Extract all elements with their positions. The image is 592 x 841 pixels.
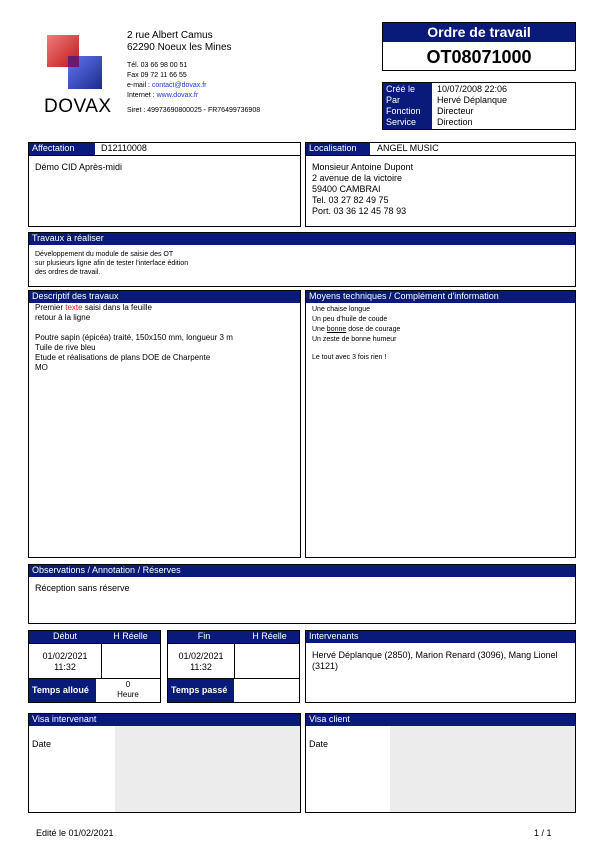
descriptif-label: Descriptif des travaux [29, 291, 300, 303]
moyens-line-3-start: Une [312, 326, 327, 333]
debut-box [28, 630, 161, 703]
localisation-line-5: Port. 03 36 12 45 78 93 [312, 206, 407, 216]
company-internet-link[interactable]: www.dovax.fr [156, 92, 199, 99]
travaux-label: Travaux à réaliser [29, 233, 575, 245]
visa-intervenant-label: Visa intervenant [29, 714, 300, 726]
footer-page-number: 1 / 1 [534, 828, 552, 838]
company-fax: Fax 09 72 11 66 55 [127, 72, 187, 79]
descriptif-line-5: Etude et réalisations de plans DOE de Charpente [35, 353, 211, 362]
company-address-line1: 2 rue Albert Camus [127, 30, 213, 41]
order-number: OT08071000 [426, 47, 532, 67]
observations-box [28, 564, 576, 624]
observations-label: Observations / Annotation / Réserves [29, 565, 575, 577]
localisation-name: ANGEL MUSIC [377, 143, 439, 153]
descriptif-line-3: Poutre sapin (épicéa) traité, 150x150 mm, longueur 3 m [35, 333, 233, 342]
temps-alloue-value: 0 [125, 680, 131, 689]
descriptif-line-1-start: Premier [35, 303, 66, 312]
company-email-link[interactable]: contact@dovax.fr [151, 82, 207, 89]
temps-passe-label: Temps passé [168, 679, 234, 702]
moyens-box [305, 290, 576, 558]
debut-header-divider [29, 643, 160, 644]
localisation-divider [306, 155, 575, 156]
moyens-line-2: Un peu d'huile de coude [312, 316, 388, 323]
visa-client-box [305, 713, 576, 813]
descriptif-box [28, 290, 301, 558]
fin-column-divider [234, 643, 235, 678]
temps-alloue-label: Temps alloué [29, 679, 96, 702]
moyens-line-4: Un zeste de bonne humeur [312, 336, 397, 343]
company-siret: Siret : 49973690800025 - FR76499736908 [127, 107, 261, 114]
meta-function-label: Fonction [386, 106, 421, 116]
footer-edited-date: Edité le 01/02/2021 [36, 828, 114, 838]
visa-intervenant-date-label: Date [32, 739, 52, 749]
debut-h-reelle-label: H Réelle [101, 631, 160, 643]
visa-intervenant-signature-area[interactable] [115, 726, 300, 812]
dovax-logo-icon [44, 33, 106, 91]
moyens-label: Moyens techniques / Complément d'information [306, 291, 575, 303]
moyens-line-3-end: dose de courage [346, 326, 401, 333]
localisation-line-4: Tel. 03 27 82 49 75 [312, 195, 389, 205]
order-title: Ordre de travail [383, 23, 575, 42]
travaux-line-3: des ordres de travail. [35, 269, 101, 276]
moyens-line-5: Le tout avec 3 fois rien ! [312, 354, 387, 361]
meta-created-value: 10/07/2008 22:06 [437, 84, 508, 94]
meta-function-value: Directeur [437, 106, 474, 116]
descriptif-line-1 [35, 303, 152, 313]
observations-text: Réception sans réserve [35, 583, 130, 593]
company-email-label: e-mail : [127, 82, 152, 89]
descriptif-line-4: Tuile de rive bleu [35, 343, 96, 352]
travaux-line-2: sur plusieurs ligne afin de tester l'interface édition [35, 260, 189, 267]
visa-client-date-label: Date [309, 739, 329, 749]
fin-label: Fin [168, 631, 240, 643]
affectation-box [28, 142, 301, 227]
visa-intervenant-box [28, 713, 301, 813]
company-tel: Tél. 03 66 98 00 51 [127, 62, 188, 69]
meta-service-value: Direction [437, 117, 473, 127]
meta-service-label: Service [386, 117, 417, 127]
descriptif-line-1-highlight: texte [65, 303, 83, 312]
moyens-line-3 [312, 325, 400, 334]
localisation-label: Localisation [306, 143, 370, 155]
temps-alloue-unit: Heure [117, 690, 139, 699]
debut-column-divider [101, 643, 102, 678]
company-email-row [127, 81, 206, 90]
meta-by-label: Par [386, 95, 401, 105]
localisation-line-2: 2 avenue de la victoire [312, 173, 403, 183]
descriptif-line-1-end: saisi dans la feuille [82, 303, 152, 312]
debut-date: 01/02/2021 [42, 651, 88, 661]
logo-text: DOVAX [44, 96, 112, 117]
travaux-line-1: Développement du module de saisie des OT [35, 251, 174, 258]
fin-time: 11:32 [190, 662, 212, 672]
visa-client-signature-area[interactable] [390, 726, 575, 812]
meta-created-label: Créé le [386, 84, 416, 94]
fin-h-reelle-label: H Réelle [240, 631, 299, 643]
travaux-box [28, 232, 576, 287]
descriptif-line-6: MO [35, 363, 48, 372]
localisation-line-3: 59400 CAMBRAI [312, 184, 381, 194]
affectation-label: Affectation [29, 143, 95, 155]
affectation-text: Démo CID Après-midi [35, 162, 123, 172]
moyens-line-3-underlined: bonne [326, 326, 347, 333]
intervenants-box [305, 630, 576, 703]
affectation-divider [29, 155, 300, 156]
moyens-line-1: Une chaise longue [312, 306, 370, 313]
company-internet-label: Internet : [127, 92, 157, 99]
company-logo [44, 33, 106, 91]
company-internet-row [127, 91, 198, 100]
debut-time: 11:32 [54, 662, 76, 672]
localisation-box [305, 142, 576, 227]
fin-date: 01/02/2021 [178, 651, 224, 661]
debut-label: Début [29, 631, 101, 643]
meta-by-value: Hervé Déplanque [437, 95, 508, 105]
company-address-line2: 62290 Noeux les Mines [127, 42, 232, 53]
intervenants-text: Hervé Déplanque (2850), Marion Renard (3096), Mang Lionel (3121) [312, 650, 558, 671]
localisation-line-1: Monsieur Antoine Dupont [312, 162, 414, 172]
order-meta-box [382, 82, 576, 130]
visa-client-label: Visa client [306, 714, 575, 726]
fin-box [167, 630, 300, 703]
intervenants-label: Intervenants [306, 631, 575, 643]
affectation-code: D12110008 [101, 143, 147, 153]
descriptif-line-2: retour à la ligne [35, 313, 91, 322]
order-title-box [382, 22, 576, 71]
